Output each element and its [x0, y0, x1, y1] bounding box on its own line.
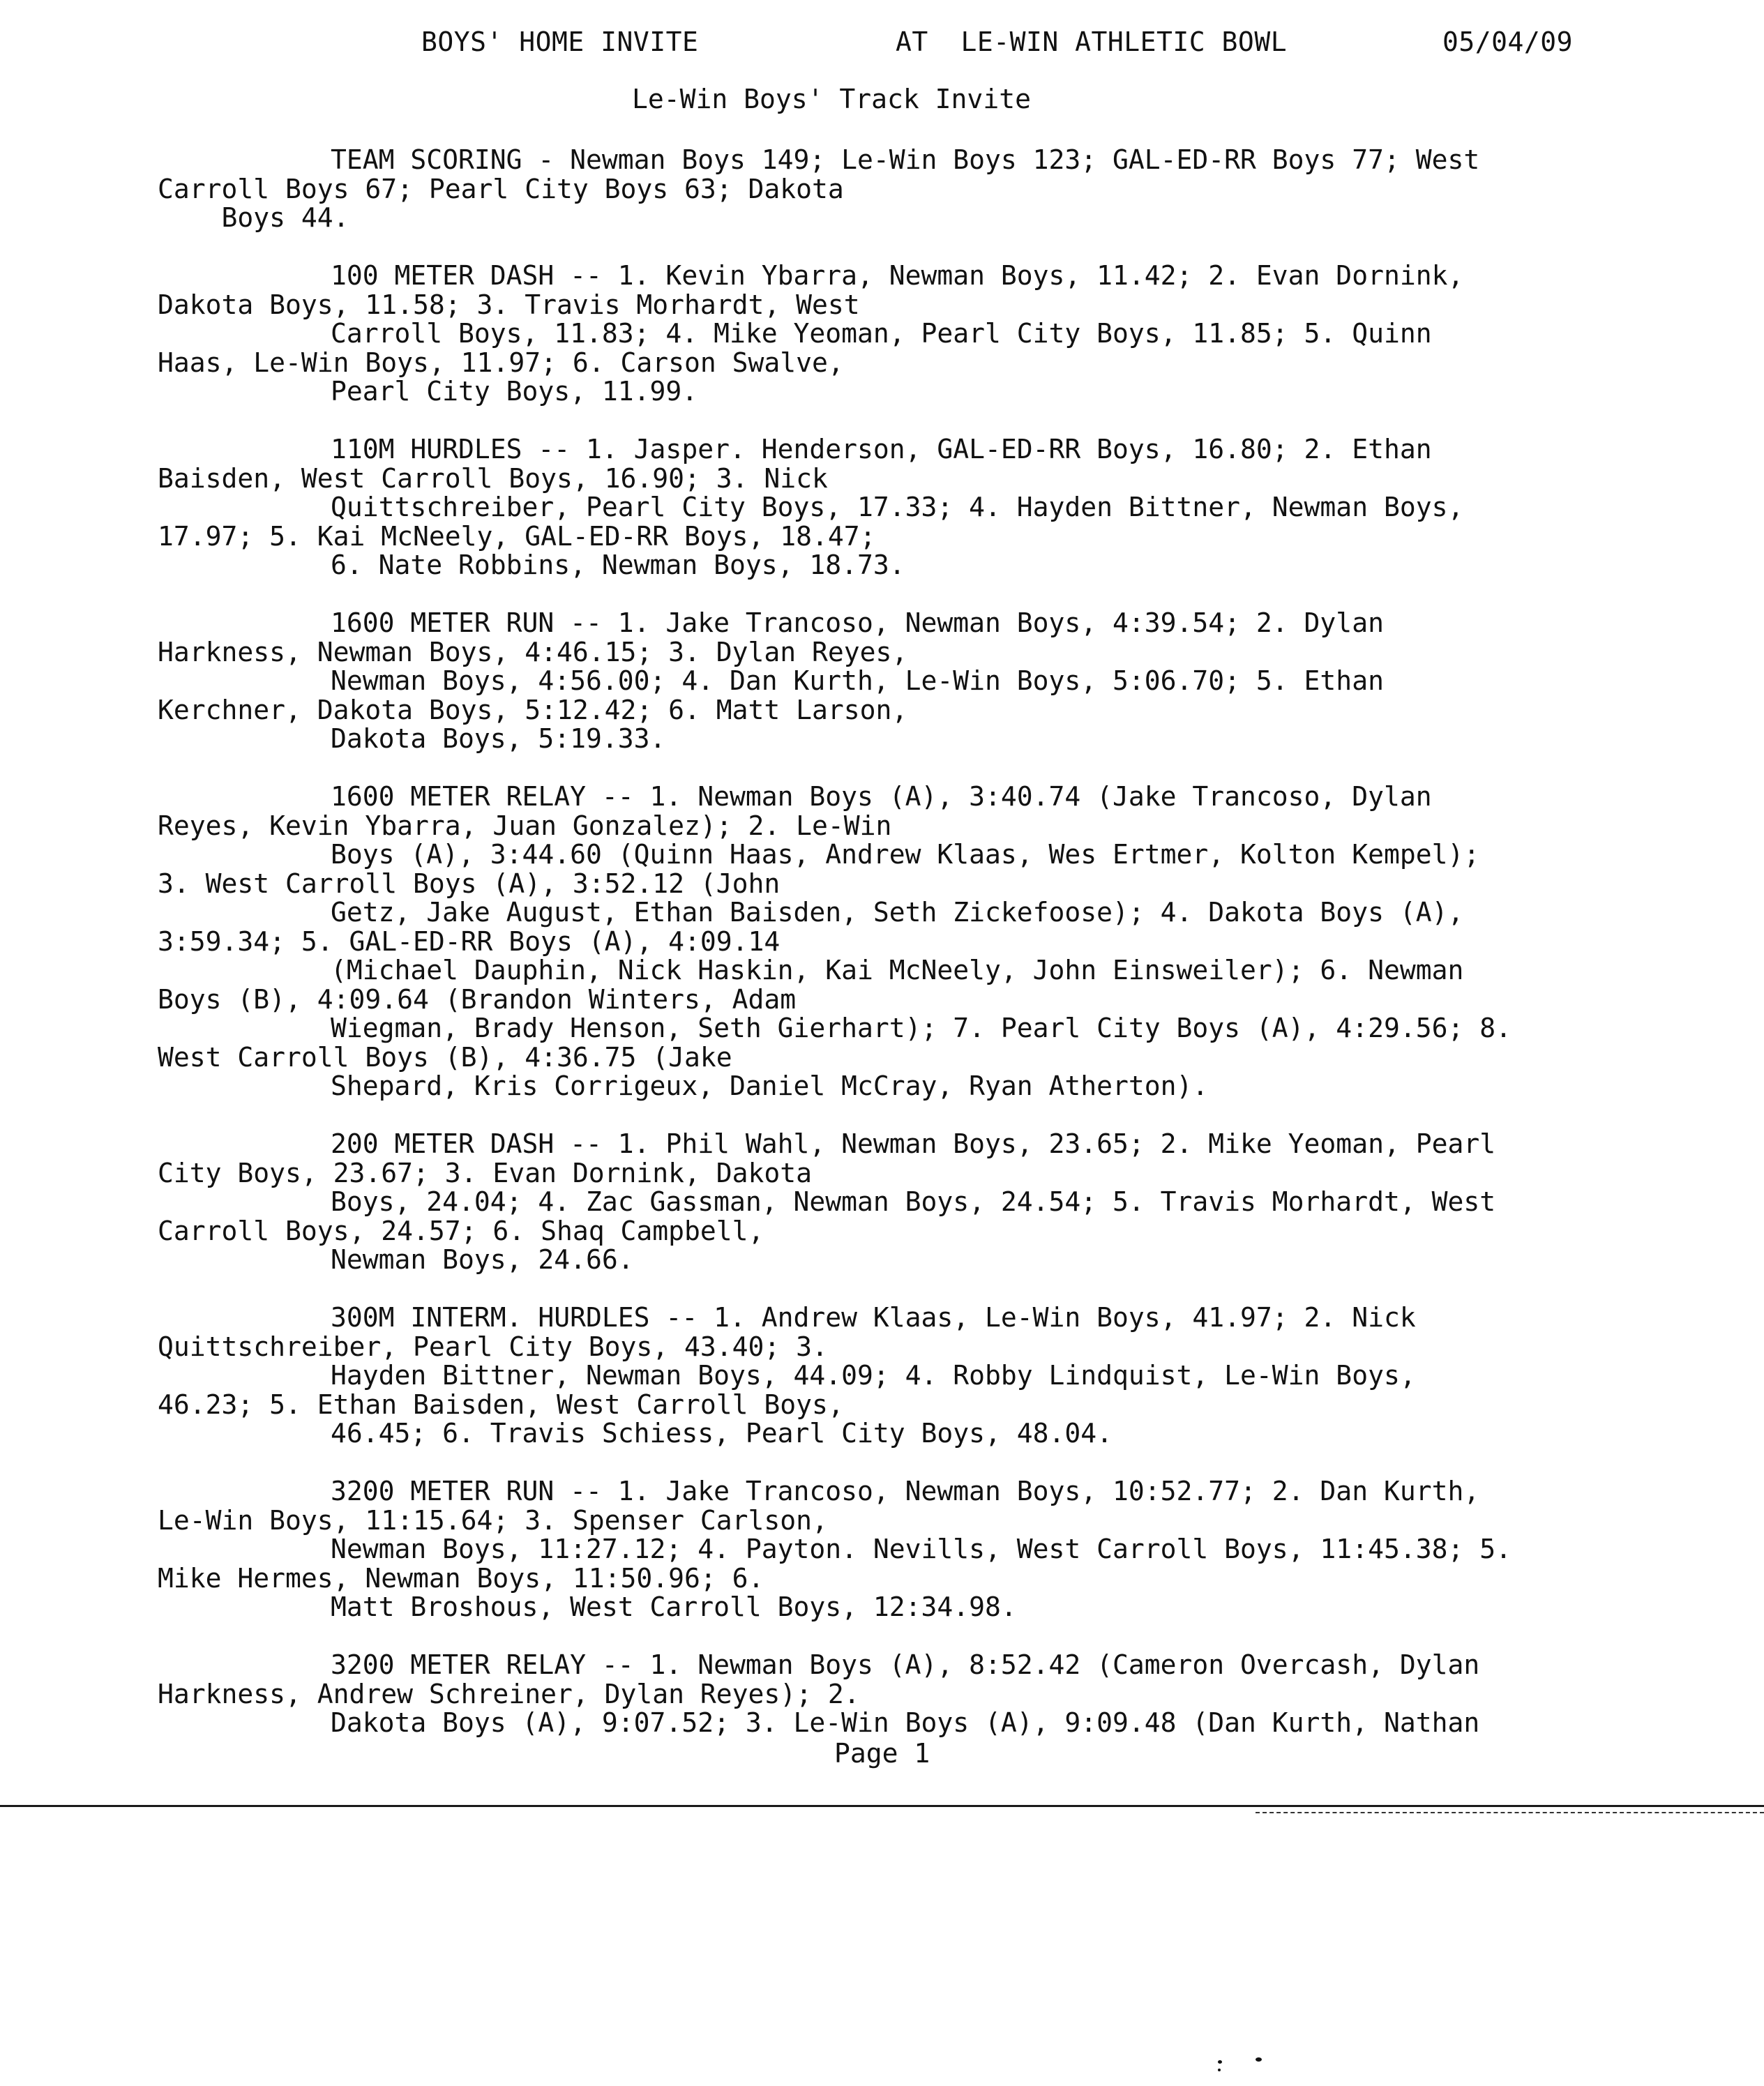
result-line: 200 METER DASH -- 1. Phil Wahl, Newman Boys, 23.65; 2. Mike Yeoman, Pearl: [331, 1128, 1496, 1159]
scan-speck: [1218, 2060, 1222, 2064]
document-title: Le-Win Boys' Track Invite: [632, 84, 1031, 114]
result-line: 1600 METER RUN -- 1. Jake Trancoso, Newman Boys, 4:39.54; 2. Dylan: [331, 607, 1384, 638]
result-line: Kerchner, Dakota Boys, 5:12.42; 6. Matt Larson,: [158, 694, 908, 725]
result-line: Reyes, Kevin Ybarra, Juan Gonzalez); 2. Le-Win: [158, 810, 892, 841]
meet-name: BOYS' HOME INVITE: [421, 27, 699, 57]
result-line: Boys, 24.04; 4. Zac Gassman, Newman Boys, 24.54; 5. Travis Morhardt, West: [331, 1186, 1496, 1217]
result-line: Quittschreiber, Pearl City Boys, 17.33; 4. Hayden Bittner, Newman Boys,: [331, 492, 1464, 522]
result-line: 46.45; 6. Travis Schiess, Pearl City Boys, 48.04.: [331, 1418, 1113, 1449]
result-line: Newman Boys, 11:27.12; 4. Payton. Nevills, West Carroll Boys, 11:45.38; 5.: [331, 1534, 1512, 1564]
result-line: Mike Hermes, Newman Boys, 11:50.96; 6.: [158, 1562, 764, 1594]
result-line: Getz, Jake August, Ethan Baisden, Seth Zickefoose); 4. Dakota Boys (A),: [331, 897, 1464, 928]
result-line: 3. West Carroll Boys (A), 3:52.12 (John: [158, 868, 781, 899]
result-line: 3200 METER RUN -- 1. Jake Trancoso, Newman Boys, 10:52.77; 2. Dan Kurth,: [331, 1476, 1480, 1506]
result-line: Baisden, West Carroll Boys, 16.90; 3. Nick: [158, 462, 828, 494]
result-line: 110M HURDLES -- 1. Jasper. Henderson, GAL-ED-RR Boys, 16.80; 2. Ethan: [331, 434, 1432, 464]
result-line: Dakota Boys, 11.58; 3. Travis Morhardt, West: [158, 289, 860, 320]
result-line: Newman Boys, 4:56.00; 4. Dan Kurth, Le-Win Boys, 5:06.70; 5. Ethan: [331, 665, 1384, 696]
result-line: Harkness, Newman Boys, 4:46.15; 3. Dylan Reyes,: [158, 636, 908, 667]
result-line: 3200 METER RELAY -- 1. Newman Boys (A), 8:52.42 (Cameron Overcash, Dylan: [331, 1649, 1480, 1680]
result-line: Hayden Bittner, Newman Boys, 44.09; 4. Robby Lindquist, Le-Win Boys,: [331, 1360, 1416, 1391]
scan-fold-line-faint: [1256, 1812, 1764, 1813]
result-line: City Boys, 23.67; 3. Evan Dornink, Dakota: [158, 1157, 812, 1188]
result-line: Carroll Boys 67; Pearl City Boys 63; Dakota: [158, 173, 844, 204]
result-line: TEAM SCORING - Newman Boys 149; Le-Win Boys 123; GAL-ED-RR Boys 77; West: [331, 144, 1480, 175]
result-line: 6. Nate Robbins, Newman Boys, 18.73.: [331, 550, 905, 580]
scan-fold-line: [0, 1805, 1764, 1807]
result-line: 46.23; 5. Ethan Baisden, West Carroll Boys,: [158, 1389, 844, 1420]
result-line: Quittschreiber, Pearl City Boys, 43.40; 3.: [158, 1331, 828, 1362]
result-line: 300M INTERM. HURDLES -- 1. Andrew Klaas, Le-Win Boys, 41.97; 2. Nick: [331, 1302, 1416, 1333]
result-line: Shepard, Kris Corrigeux, Daniel McCray, Ryan Atherton).: [331, 1071, 1209, 1101]
meet-venue: AT LE-WIN ATHLETIC BOWL: [896, 27, 1288, 57]
scan-speck: [1256, 2057, 1262, 2062]
result-line: 1600 METER RELAY -- 1. Newman Boys (A), 3:40.74 (Jake Trancoso, Dylan: [331, 781, 1432, 812]
result-line: 100 METER DASH -- 1. Kevin Ybarra, Newman Boys, 11.42; 2. Evan Dornink,: [331, 260, 1464, 291]
result-line: Harkness, Andrew Schreiner, Dylan Reyes); 2.: [158, 1678, 860, 1709]
result-line: Dakota Boys, 5:19.33.: [331, 723, 666, 754]
result-line: Matt Broshous, West Carroll Boys, 12:34.98.: [331, 1592, 1017, 1622]
result-line: Haas, Le-Win Boys, 11.97; 6. Carson Swalve,: [158, 347, 844, 378]
result-line: Boys 44.: [158, 202, 349, 233]
result-line: 17.97; 5. Kai McNeely, GAL-ED-RR Boys, 18.47;: [158, 520, 876, 552]
meet-date: 05/04/09: [1442, 27, 1574, 57]
result-line: Dakota Boys (A), 9:07.52; 3. Le-Win Boys (A), 9:09.48 (Dan Kurth, Nathan: [331, 1707, 1480, 1738]
result-line: 3:59.34; 5. GAL-ED-RR Boys (A), 4:09.14: [158, 925, 781, 957]
result-line: Carroll Boys, 11.83; 4. Mike Yeoman, Pearl City Boys, 11.85; 5. Quinn: [331, 318, 1432, 349]
result-line: Boys (A), 3:44.60 (Quinn Haas, Andrew Klaas, Wes Ertmer, Kolton Kempel);: [331, 839, 1480, 870]
result-line: Pearl City Boys, 11.99.: [331, 376, 698, 407]
result-line: Le-Win Boys, 11:15.64; 3. Spenser Carlson,: [158, 1504, 828, 1536]
result-line: Wiegman, Brady Henson, Seth Gierhart); 7. Pearl City Boys (A), 4:29.56; 8.: [331, 1013, 1512, 1043]
result-line: (Michael Dauphin, Nick Haskin, Kai McNeely, John Einsweiler); 6. Newman: [331, 955, 1464, 985]
result-line: Newman Boys, 24.66.: [331, 1244, 634, 1275]
scan-speck: [1218, 2069, 1221, 2071]
result-line: Carroll Boys, 24.57; 6. Shaq Campbell,: [158, 1215, 764, 1246]
result-line: Boys (B), 4:09.64 (Brandon Winters, Adam: [158, 983, 797, 1015]
page-number: Page 1: [834, 1738, 930, 1769]
result-line: West Carroll Boys (B), 4:36.75 (Jake: [158, 1041, 732, 1073]
